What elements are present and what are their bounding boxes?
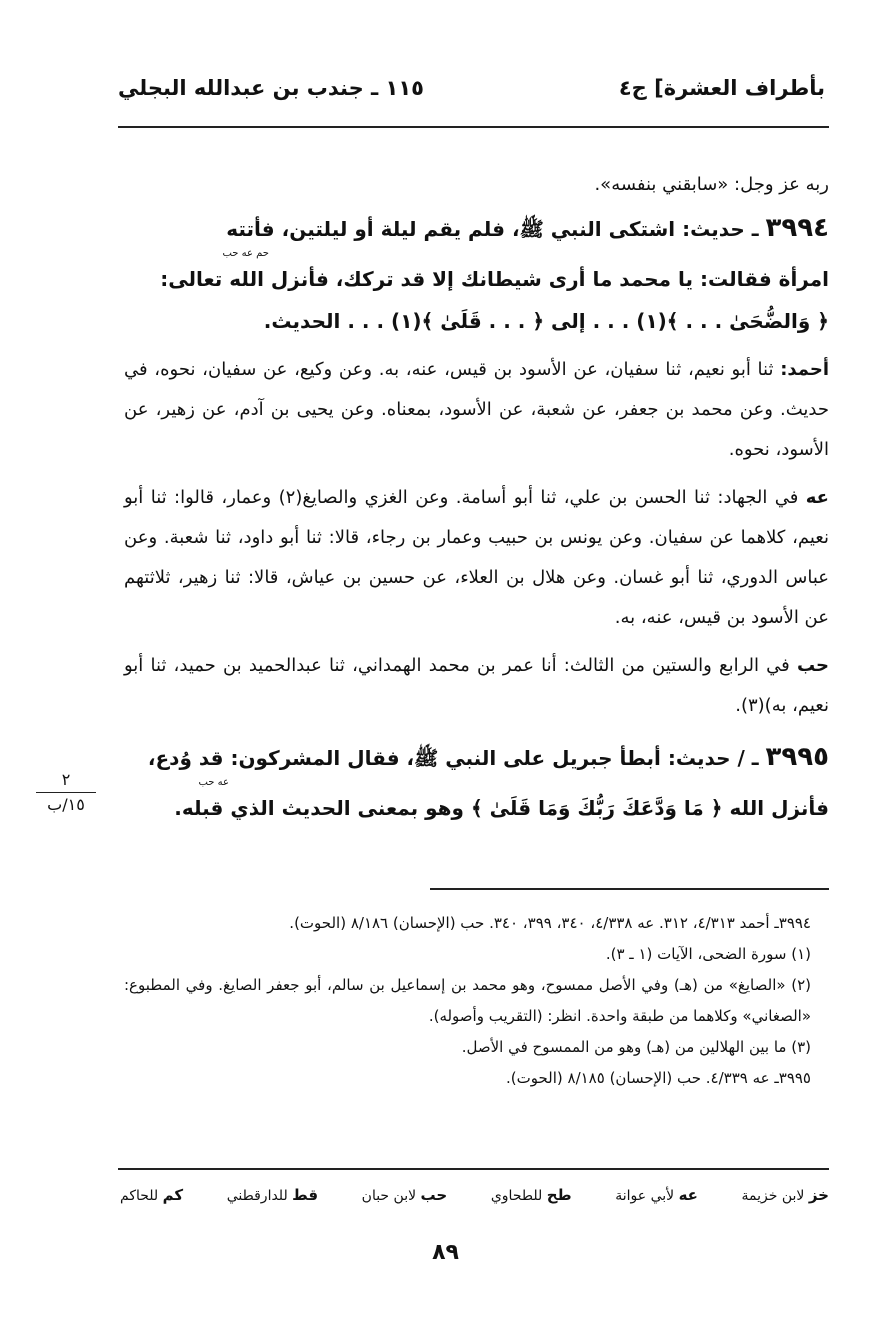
- paragraph-awana: [124, 478, 829, 638]
- paragraph-ahmad: [124, 350, 829, 470]
- paragraph-text: ثنا أبو نعيم، ثنا سفيان، عن الأسود بن قيس، عنه، به. وعن وكيع، عن سفيان، نحوه، في حديث. وعن محمد بن جعفر، عن شعبة، عن الأسود، بمعناه. وعن يحيى بن آدم، عن زهير، عن الأسود، نحوه.: [124, 359, 829, 460]
- header-book-title: بأطراف العشرة] ج٤: [618, 76, 825, 100]
- margin-note-bottom: ١٥/ب: [47, 795, 85, 814]
- source-code: أحمد:: [780, 359, 829, 380]
- paragraph-text: في الجهاد: ثنا الحسن بن علي، ثنا أبو أسامة. وعن الغزي والصايغ(٢) وعمار، قالوا: ثنا أبو نعيم، كلاهما عن سفيان. وعن يونس بن حبيب وعمار بن رجاء، قالا: ثنا أبو داود، ثنا شعبة. وعن عباس الدوري، ثنا أبو غسان. وعن هلال بن العلاء، عن حسين بن عياش، قالا: ثنا زهير، ثلاثتهم عن الأسود بن قيس، عنه، به.: [124, 487, 829, 628]
- hadith-number: ٣٩٩٥: [765, 742, 829, 772]
- hadith-text-line2: [124, 787, 829, 829]
- hadith-text: وهو بمعنى الحديث الذي قبله.: [174, 796, 464, 820]
- legend-item: حب لابن حبان: [361, 1186, 448, 1204]
- legend-item: خز لابن خزيمة: [741, 1186, 829, 1204]
- main-text: [124, 165, 829, 829]
- hadith-number: ٣٩٩٤: [765, 213, 829, 243]
- hadith-text-line2: امرأة فقالت: يا محمد ما أرى شيطانك إلا قد تركك، فأنزل الله تعالى:: [160, 267, 829, 291]
- legend-item: طح للطحاوي: [490, 1186, 572, 1204]
- legend-item: قط للدارقطني: [226, 1186, 319, 1204]
- margin-note-rule: [36, 792, 96, 793]
- running-header: [118, 76, 825, 100]
- header-rule: [118, 126, 829, 128]
- hadith-3994: [124, 207, 829, 250]
- footnotes: [124, 908, 831, 1094]
- quran-verse: ﴿ مَا وَدَّعَكَ رَبُّكَ وَمَا قَلَىٰ ﴾: [470, 796, 723, 820]
- hadith-text-line1: ـ / حديث: أبطأ جبريل على النبي ﷺ، فقال المشركون: قد وُدع،: [147, 746, 759, 770]
- legend-rule: [118, 1168, 829, 1170]
- page-number: ٨٩: [432, 1240, 459, 1265]
- quran-verse-line: ﴿ وَالضُّحَىٰ . . . ﴾(١) . . . إلى ﴿ . . . قَلَىٰ ﴾(١) . . . الحديث.: [263, 309, 829, 333]
- paragraph-continuation: ربه عز وجل: «سابقني بنفسه».: [594, 174, 829, 195]
- margin-manuscript-note: [36, 770, 96, 815]
- hadith-3995: [124, 736, 829, 779]
- footnote-rule: [430, 888, 829, 890]
- source-code: حب: [796, 655, 829, 676]
- footnote-3995: ٣٩٩٥ـ عه ٤/٣٣٩. حب (الإحسان) ٨/١٨٥ (الحوت).: [505, 1069, 811, 1087]
- hadith-source-codes: عه حب: [198, 777, 229, 788]
- hadith-text: فأنزل الله: [729, 796, 829, 820]
- footnote-2: (٢) «الصايغ» من (هـ) وفي الأصل ممسوح، وهو محمد بن إسماعيل بن سالم، أبو جعفر الصايغ. وفي المطبوع: «الصغاني» وكلاهما من طبقة واحدة. انظر: (التقريب وأصوله).: [124, 976, 811, 1025]
- paragraph-hibban: [124, 646, 829, 726]
- abbreviation-legend: [120, 1186, 829, 1204]
- source-code: عه: [805, 487, 829, 508]
- legend-item: كم للحاكم: [120, 1186, 184, 1204]
- paragraph-text: في الرابع والستين من الثالث: أنا عمر بن محمد الهمداني، ثنا عبدالحميد بن حميد، ثنا أبو نعيم، به)(٣).: [124, 655, 829, 716]
- hadith-text-line1: ـ حديث: اشتكى النبي ﷺ، فلم يقم ليلة أو ليلتين، فأتته: [226, 217, 759, 241]
- hadith-source-codes: حم عه حب: [222, 248, 269, 259]
- footnote-3994: ٣٩٩٤ـ أحمد ٤/٣١٣، ٣١٢. عه ٤/٣٣٨، ٣٤٠، ٣٩٩، ٣٤٠. حب (الإحسان) ٨/١٨٦ (الحوت).: [289, 914, 811, 932]
- footnote-3: (٣) ما بين الهلالين من (هـ) وهو من الممسوح في الأصل.: [461, 1038, 811, 1056]
- header-chapter-title: ١١٥ ـ جندب بن عبدالله البجلي: [118, 76, 424, 100]
- footnote-1: (١) سورة الضحى، الآيات (١ ـ ٣).: [605, 945, 811, 963]
- margin-note-top: ٢: [61, 770, 71, 789]
- legend-item: عه لأبي عوانة: [615, 1186, 698, 1204]
